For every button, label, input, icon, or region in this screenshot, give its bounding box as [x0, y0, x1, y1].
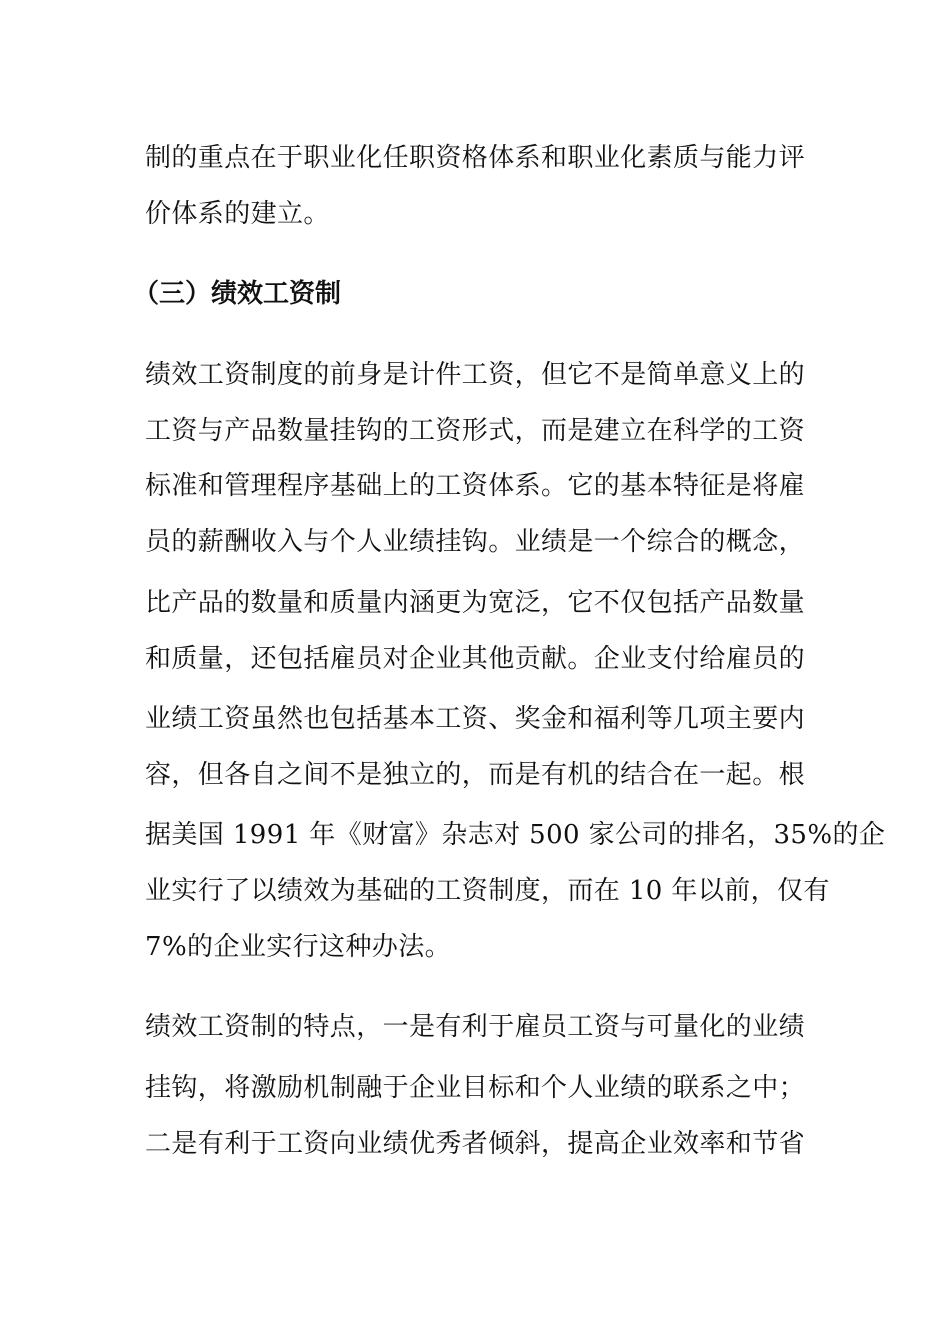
paragraph-3-line-2: 挂钩，将激励机制融于企业目标和个人业绩的联系之中；: [145, 1073, 806, 1103]
paragraph-2-line-4: 员的薪酬收入与个人业绩挂钩。业绩是一个综合的概念，: [145, 527, 806, 557]
paragraph-2-line-1: 绩效工资制度的前身是计件工资，但它不是简单意义上的: [145, 360, 806, 390]
paragraph-1-line-1: 制的重点在于职业化任职资格体系和职业化素质与能力评: [145, 143, 806, 173]
paragraph-3-line-1: 绩效工资制的特点，一是有利于雇员工资与可量化的业绩: [145, 1012, 806, 1042]
section-heading: （三）绩效工资制: [133, 279, 342, 309]
paragraph-2-line-8: 容，但各自之间不是独立的，而是有机的结合在一起。根: [145, 760, 806, 790]
paragraph-2-line-2: 工资与产品数量挂钩的工资形式，而是建立在科学的工资: [145, 416, 806, 446]
paragraph-1-line-2: 价体系的建立。: [145, 199, 330, 229]
paragraph-3-line-3: 二是有利于工资向业绩优秀者倾斜，提高企业效率和节省: [145, 1129, 806, 1159]
paragraph-2-line-10: 业实行了以绩效为基础的工资制度，而在 10 年以前，仅有: [145, 876, 830, 906]
paragraph-2-line-7: 业绩工资虽然也包括基本工资、奖金和福利等几项主要内: [145, 704, 806, 734]
paragraph-2-line-9: 据美国 1991 年《财富》杂志对 500 家公司的排名，35%的企: [145, 820, 886, 850]
paragraph-2-line-11: 7%的企业实行这种办法。: [145, 932, 452, 962]
paragraph-2-line-3: 标准和管理程序基础上的工资体系。它的基本特征是将雇: [145, 471, 806, 501]
paragraph-2-line-5: 比产品的数量和质量内涵更为宽泛，它不仅包括产品数量: [145, 588, 806, 618]
paragraph-2-line-6: 和质量，还包括雇员对企业其他贡献。企业支付给雇员的: [145, 644, 806, 674]
